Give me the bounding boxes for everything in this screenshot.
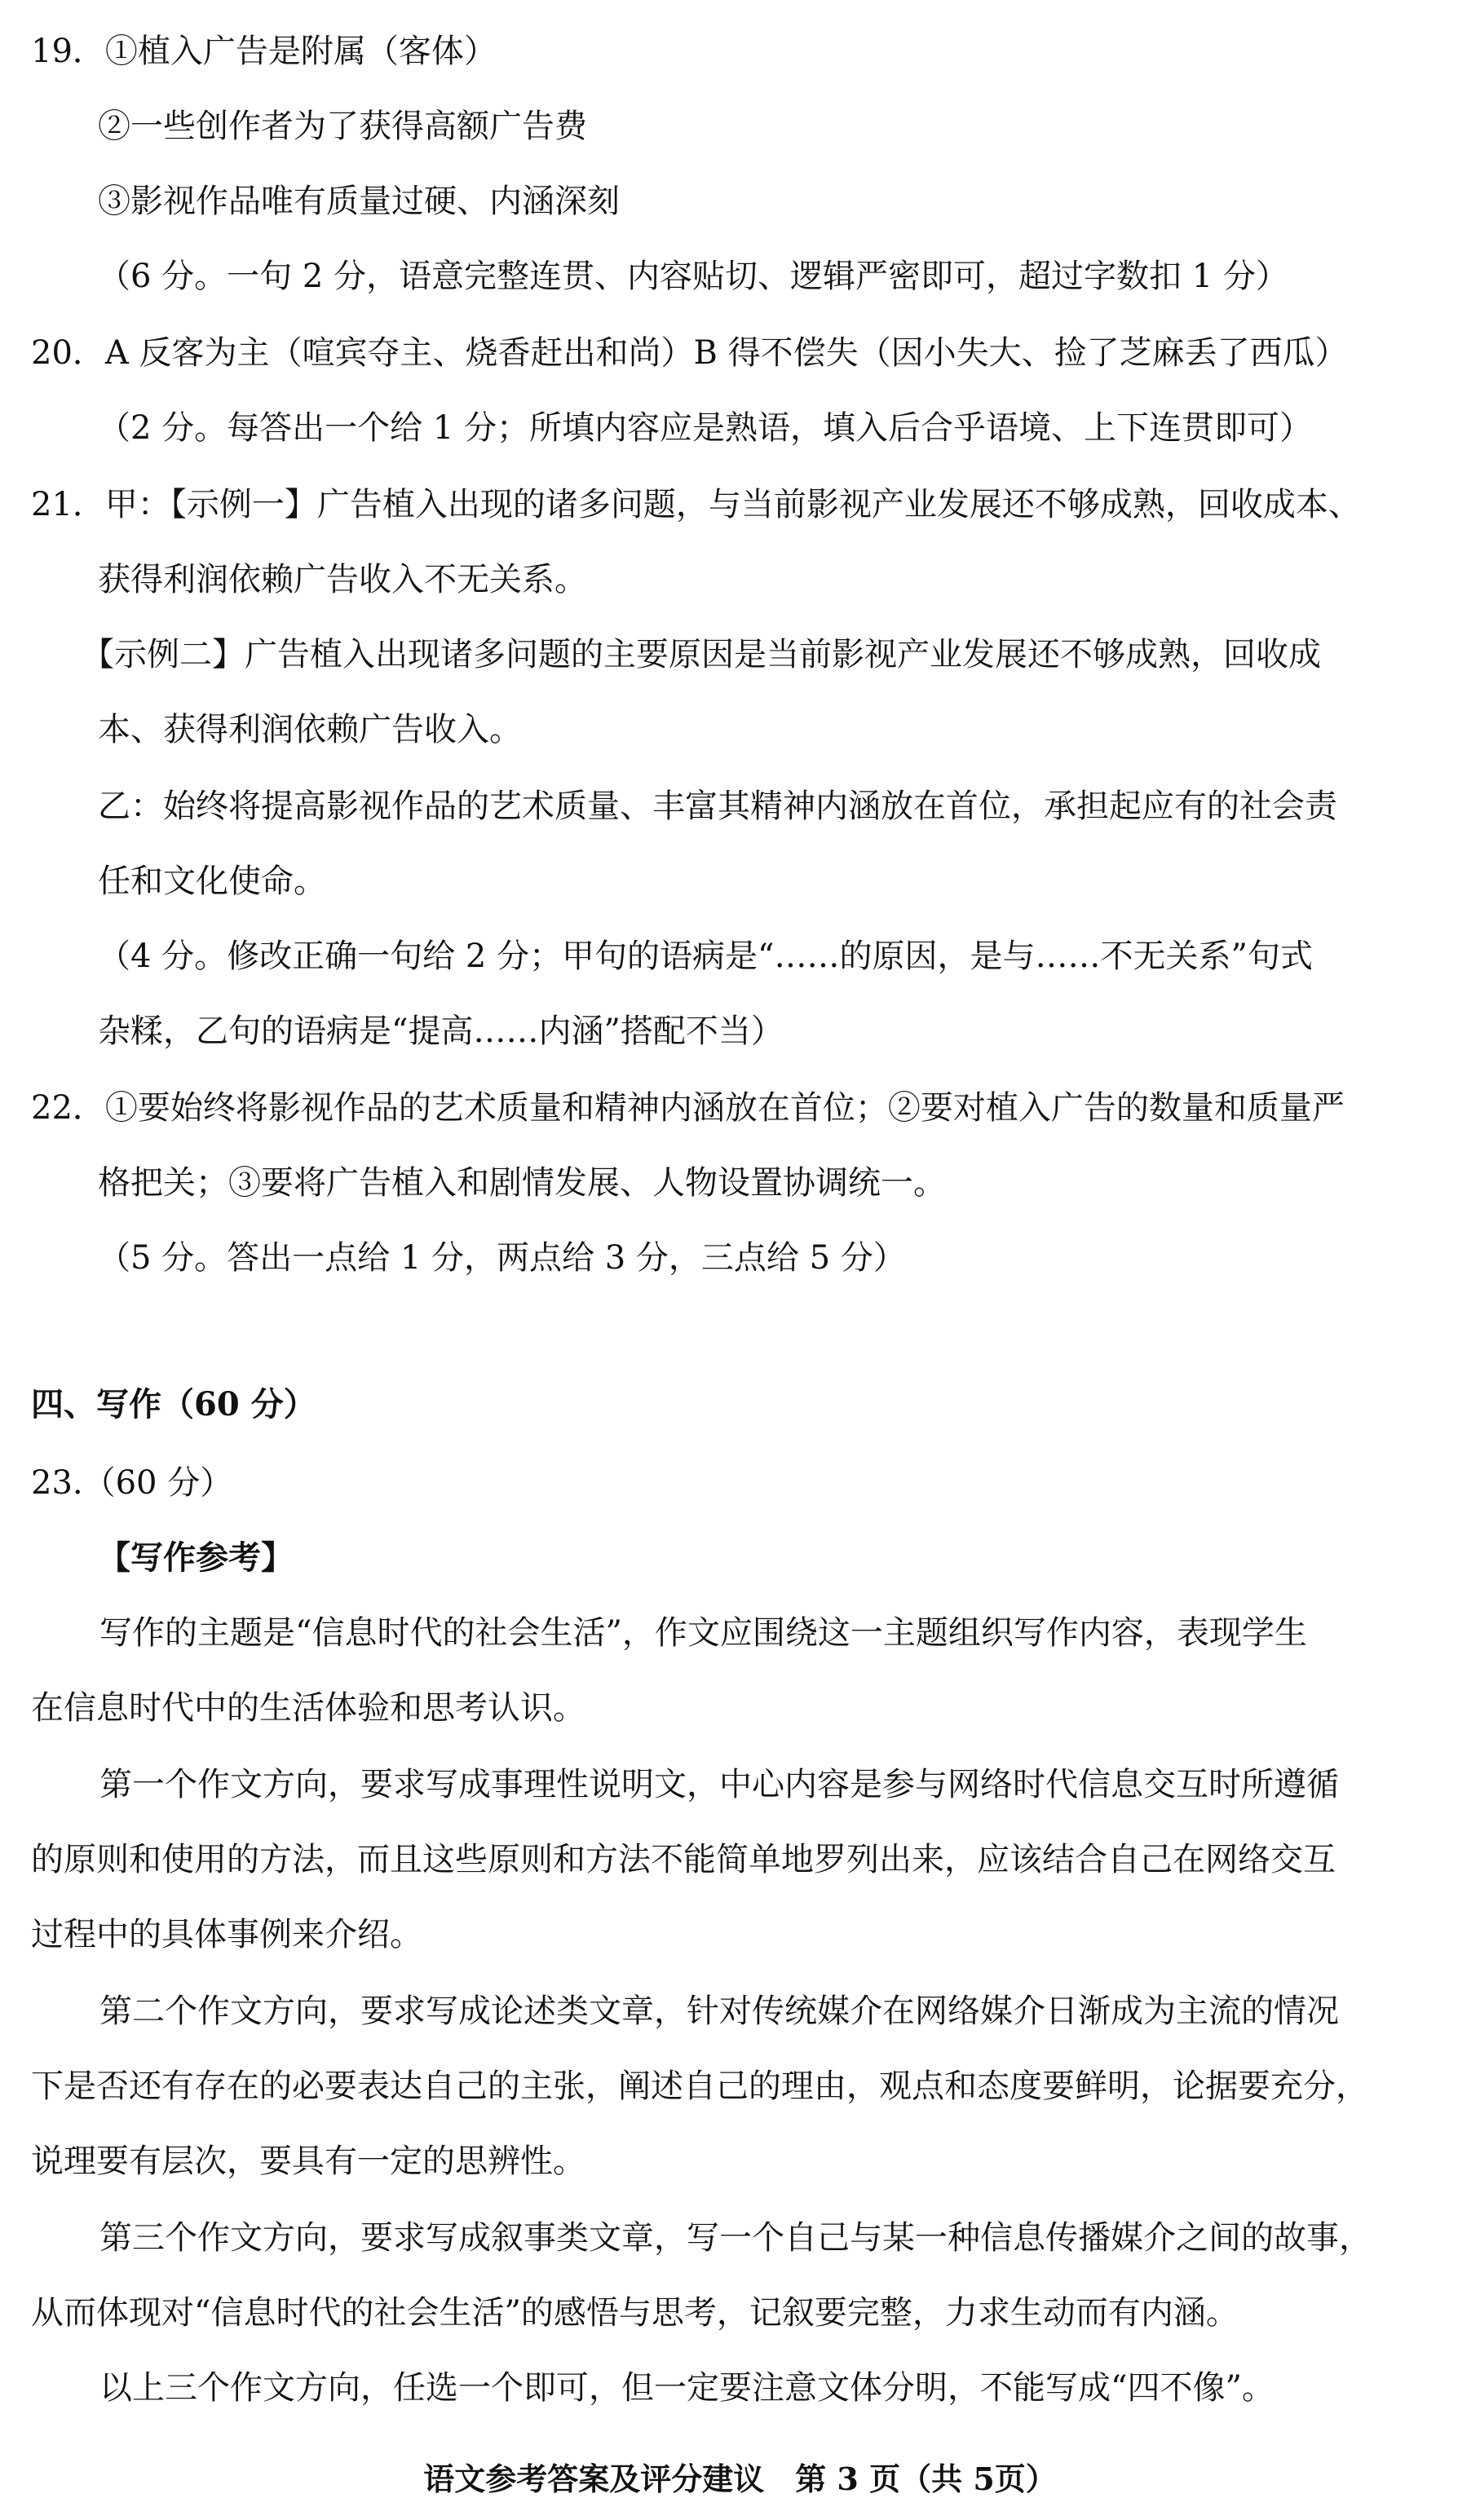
q20-score: （2 分。每答出一个给 1 分；所填内容应是熟语，填入后合乎语境、上下连贯即可）	[98, 409, 1313, 447]
q19-score: （6 分。一句 2 分，语意完整连贯、内容贴切、逻辑严密即可，超过字数扣 1 分）	[98, 258, 1288, 295]
para4-line1: 第三个作文方向，要求写成叙事类文章，写一个自己与某一种信息传播媒介之间的故事，	[99, 2219, 1372, 2257]
para4-line2: 从而体现对“信息时代的社会生活”的感悟与思考，记叙要完整，力求生动而有内涵。	[31, 2294, 1239, 2332]
q19-line2: ②一些创作者为了获得高额广告费	[98, 108, 587, 145]
para2-line3: 过程中的具体事例来介绍。	[31, 1916, 422, 1953]
q19-line1: 19．①植入广告是附属（客体）	[31, 33, 497, 70]
para3-line3: 说理要有层次，要具有一定的思辨性。	[31, 2143, 585, 2180]
q20-line1: 20．A 反客为主（喧宾夺主、烧香赶出和尚）B 得不偿失（因小失大、捡了芝麻丢了西瓜）	[31, 334, 1348, 372]
para3-line1: 第二个作文方向，要求写成论述类文章，针对传统媒介在网络媒介日渐成为主流的情况	[99, 1993, 1339, 2030]
para2-line1: 第一个作文方向，要求写成事理性说明文，中心内容是参与网络时代信息交互时所遵循	[99, 1766, 1339, 1803]
section-heading: 四、写作（60 分）	[31, 1385, 316, 1423]
q22-line2: 格把关；③要将广告植入和剧情发展、人物设置协调统一。	[98, 1164, 946, 1202]
q21-line3: 【示例二】广告植入出现诸多问题的主要原因是当前影视产业发展还不够成熟，回收成	[82, 636, 1321, 673]
page-footer: 语文参考答案及评分建议 第 3 页（共 5页）	[423, 2460, 1057, 2497]
para1-line2: 在信息时代中的生活体验和思考认识。	[31, 1689, 585, 1727]
q21-line5: 乙：始终将提高影视作品的艺术质量、丰富其精神内涵放在首位，承担起应有的社会责	[98, 788, 1337, 825]
para1-line1: 写作的主题是“信息时代的社会生活”，作文应围绕这一主题组织写作内容，表现学生	[99, 1614, 1307, 1652]
q21-line4: 本、获得利润依赖广告收入。	[98, 711, 522, 748]
q21-score1: （4 分。修改正确一句给 2 分；甲句的语病是“……的原因，是与……不无关系”句式	[98, 938, 1313, 975]
q22-score: （5 分。答出一点给 1 分，两点给 3 分，三点给 5 分）	[98, 1239, 906, 1277]
para3-line2: 下是否还有存在的必要表达自己的主张，阐述自己的理由，观点和态度要鲜明，论据要充分，	[31, 2068, 1368, 2105]
writing-reference-label: 【写作参考】	[98, 1538, 294, 1577]
para2-line2: 的原则和使用的方法，而且这些原则和方法不能简单地罗列出来，应该结合自己在网络交互	[31, 1841, 1336, 1878]
q22-line1: 22．①要始终将影视作品的艺术质量和精神内涵放在首位；②要对植入广告的数量和质量严	[31, 1089, 1345, 1127]
q21-score2: 杂糅，乙句的语病是“提高……内涵”搭配不当）	[98, 1013, 784, 1050]
para5-line1: 以上三个作文方向，任选一个即可，但一定要注意文体分明，不能写成“四不像”。	[99, 2369, 1275, 2407]
q21-line6: 任和文化使命。	[98, 863, 326, 900]
q19-line3: ③影视作品唯有质量过硬、内涵深刻	[98, 183, 620, 220]
q23-label: 23.（60 分）	[31, 1464, 233, 1502]
q21-line1: 21．甲：【示例一】广告植入出现的诸多问题，与当前影视产业发展还不够成熟，回收成本、	[31, 486, 1361, 523]
q21-line2: 获得利润依赖广告收入不无关系。	[98, 561, 587, 598]
